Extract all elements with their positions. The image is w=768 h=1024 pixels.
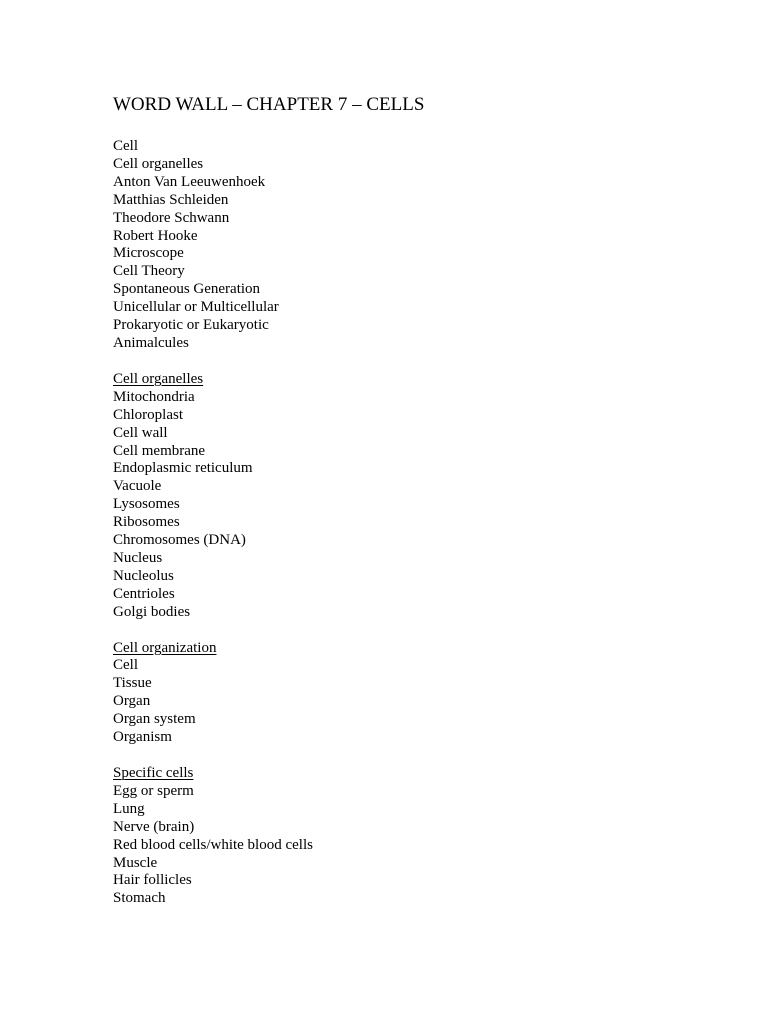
list-item: Endoplasmic reticulum [113,460,253,477]
list-item: Egg or sperm [113,782,194,799]
list-item: Nucleus [113,549,163,566]
list-item: Chloroplast [113,406,183,423]
list-item: Chromosomes (DNA) [113,532,246,549]
list-item: Hair follicles [113,872,192,889]
organization-list [113,657,713,747]
section-heading: Specific cells [113,765,194,781]
list-item: Matthias Schleiden [113,191,229,208]
list-item: Golgi bodies [113,603,191,620]
list-item: Lysosomes [113,496,180,513]
section-vocabulary [113,138,713,353]
section-cell-organization [113,640,713,747]
list-item: Vacuole [113,478,162,495]
vocabulary-list [113,138,713,353]
list-item: Anton Van Leeuwenhoek [113,173,266,190]
list-item: Animalcules [113,334,189,351]
section-cell-organelles [113,371,713,622]
section-specific-cells [113,765,713,908]
list-item: Microscope [113,245,184,262]
section-heading: Cell organelles [113,370,204,387]
list-item: Robert Hooke [113,227,198,244]
list-item: Nucleolus [113,567,174,584]
list-item: Tissue [113,675,152,692]
list-item: Organ [113,693,151,710]
section-heading: Cell organization [113,639,217,656]
specific-cells-list [113,783,713,908]
list-item: Cell organelles [113,155,204,172]
document-page [113,92,713,926]
list-item: Organ system [113,711,196,728]
list-item: Unicellular or Multicellular [113,299,279,316]
list-item: Red blood cells/white blood cells [113,836,313,853]
list-item: Organism [113,729,172,746]
list-item: Centrioles [113,585,175,602]
list-item: Cell membrane [113,442,206,459]
list-item: Muscle [113,854,158,871]
list-item: Cell [113,657,138,674]
list-item: Cell [113,138,138,154]
organelles-list [113,389,713,622]
list-item: Nerve (brain) [113,818,195,835]
list-item: Spontaneous Generation [113,281,261,298]
list-item: Ribosomes [113,514,180,531]
list-item: Cell wall [113,424,168,441]
list-item: Lung [113,800,145,817]
list-item: Prokaryotic or Eukaryotic [113,317,269,334]
list-item: Cell Theory [113,263,185,280]
document-title: WORD WALL – CHAPTER 7 – CELLS [113,94,425,115]
list-item: Mitochondria [113,388,195,405]
list-item: Stomach [113,890,166,907]
list-item: Theodore Schwann [113,209,230,226]
